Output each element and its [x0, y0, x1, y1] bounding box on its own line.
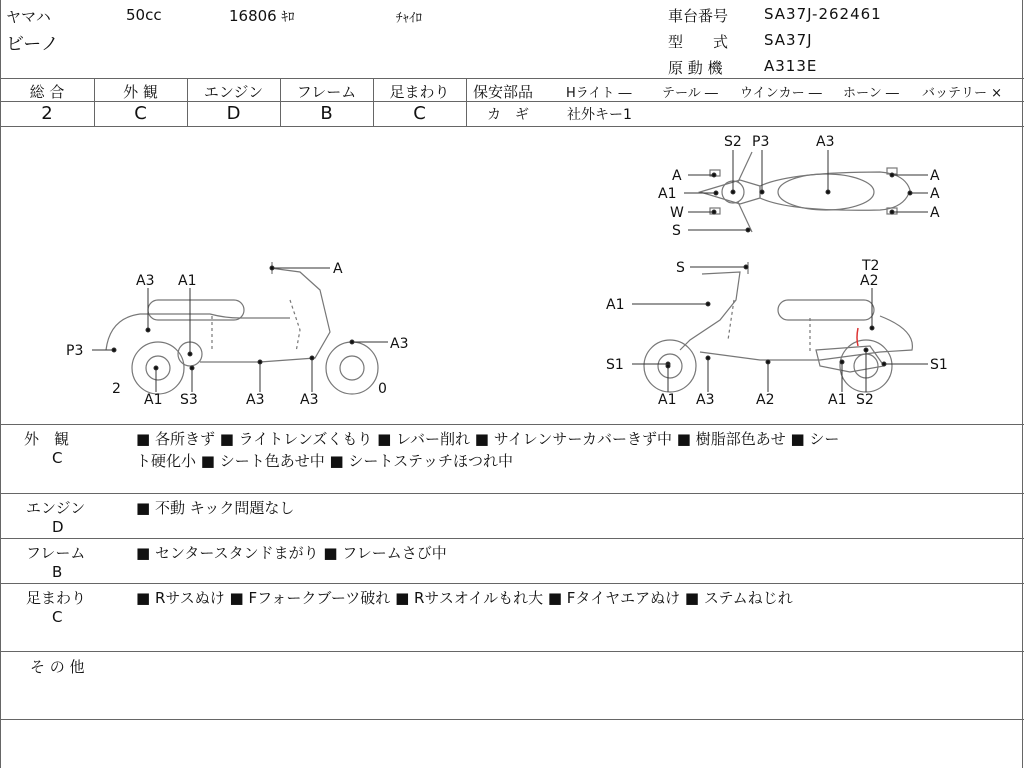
left-cowl-seam: [290, 300, 300, 352]
rule-notes: [0, 651, 1024, 652]
damage-diagram: [0, 127, 1022, 424]
diag-label: A3: [246, 392, 265, 408]
diag-label: A2: [860, 273, 879, 289]
diag-label: A1: [606, 297, 625, 313]
diag-label: T2: [862, 258, 880, 274]
notes-suspension-grade: C: [52, 608, 63, 626]
overall-label: 総 合: [29, 83, 65, 101]
top-mirror-stalk: [738, 202, 752, 232]
safety-winker: ウインカー ―: [740, 86, 822, 101]
right-front-cowl: [680, 272, 740, 350]
right-red-mark: [857, 328, 858, 346]
diag-label: A: [930, 168, 940, 184]
diag-label: A3: [390, 336, 409, 352]
diag-label: A: [333, 261, 343, 277]
rule-notes: [0, 583, 1024, 584]
top-mirror-stalk: [738, 152, 752, 182]
frame-grade: B: [320, 103, 333, 124]
safety-taillight: テール ―: [662, 86, 718, 101]
rule-header: [0, 78, 1024, 79]
notes-suspension-title: 足まわり: [26, 589, 87, 607]
diag-label: 2: [112, 381, 121, 397]
safety-battery: バッテリー ×: [922, 86, 1003, 101]
type-label: 型 式: [668, 33, 729, 51]
right-seat: [778, 300, 874, 320]
notes-other-title: そ の 他: [30, 658, 85, 676]
diag-label: A: [930, 205, 940, 221]
diag-label: A2: [756, 392, 775, 408]
overall-grade: 2: [41, 103, 53, 124]
frame-label: フレーム: [296, 83, 357, 101]
rule-notes: [0, 538, 1024, 539]
mileage: [229, 6, 295, 25]
notes-engine-title: エンジン: [26, 499, 86, 517]
suspension-grade: C: [413, 103, 426, 124]
rule-notes: [0, 719, 1024, 720]
notes-exterior-title: 外 観: [24, 430, 70, 448]
left-front-cowl: [200, 268, 330, 362]
left-front-wheel: [326, 342, 378, 394]
type-value: SA37J: [764, 31, 813, 49]
diag-label: A1: [658, 392, 677, 408]
diag-label: S3: [180, 392, 198, 408]
notes-frame-text: ■ センタースタンドまがり ■ フレームさび中: [136, 544, 447, 562]
grade-divider: [466, 78, 467, 126]
model: ビーノ: [6, 34, 59, 55]
key-label: カ ギ: [487, 107, 529, 123]
diag-label: S1: [606, 357, 624, 373]
mileage-value: 16806: [229, 7, 277, 25]
diag-label: A: [672, 168, 682, 184]
diag-label: S: [672, 223, 681, 239]
chassis-value: SA37J-262461: [764, 5, 882, 23]
notes-engine-text: ■ 不動 キック問題なし: [136, 499, 295, 517]
diag-label: P3: [752, 134, 770, 150]
top-body-shape: [760, 172, 910, 210]
diag-label: A3: [300, 392, 319, 408]
diag-label: A3: [136, 273, 155, 289]
safety-midline: [467, 101, 1024, 102]
notes-suspension-text: ■ Rサスぬけ ■ Fフォークブーツ破れ ■ Rサスオイルもれ大 ■ Fタイヤエアぬけ ■ ステムねじれ: [136, 589, 793, 607]
diag-label: A1: [178, 273, 197, 289]
engine-grade: D: [226, 103, 241, 124]
border-right: [1022, 0, 1023, 768]
diag-label: S2: [856, 392, 874, 408]
diag-label: W: [670, 205, 684, 221]
diag-label: A1: [828, 392, 847, 408]
diag-label: A: [930, 186, 940, 202]
diag-label: A3: [816, 134, 835, 150]
top-handle-shape: [700, 180, 760, 204]
maker: ヤマハ: [6, 8, 51, 26]
key-value: 社外キー1: [567, 107, 632, 123]
right-body-line: [700, 316, 912, 360]
diag-label: S: [676, 260, 685, 276]
diag-label: P3: [66, 343, 84, 359]
diag-label: A1: [658, 186, 677, 202]
diag-label: S1: [930, 357, 948, 373]
diag-label: S2: [724, 134, 742, 150]
rule-notes: [0, 493, 1024, 494]
displacement: 50cc: [126, 6, 162, 24]
safety-headlight: Hライト ―: [566, 86, 632, 101]
diag-label: A3: [696, 392, 715, 408]
notes-frame-grade: B: [52, 563, 63, 581]
notes-exterior-line1: ■ 各所きず ■ ライトレンズくもり ■ レバー削れ ■ サイレンサーカバーきず中 ■ 樹脂部色あせ ■ シー: [136, 430, 840, 448]
exterior-label: 外 観: [123, 83, 158, 101]
rule-diagram: [0, 424, 1024, 425]
notes-frame-title: フレーム: [26, 544, 86, 562]
suspension-label: 足まわり: [389, 83, 450, 101]
safety-label: 保安部品: [473, 83, 534, 101]
engine-label: エンジン: [203, 83, 264, 101]
safety-horn: ホーン ―: [843, 86, 899, 101]
engine-model-value: A313E: [764, 57, 818, 75]
notes-exterior-grade: C: [52, 449, 63, 467]
leader-lines: [92, 150, 928, 392]
chassis-label: 車台番号: [668, 7, 729, 25]
left-front-hub: [340, 356, 364, 380]
color: ﾁｬｲﾛ: [396, 11, 422, 26]
notes-exterior-line2: ト硬化小 ■ シート色あせ中 ■ シートステッチほつれ中: [136, 452, 513, 470]
diag-label: A1: [144, 392, 163, 408]
mileage-unit: ｷﾛ: [281, 10, 295, 25]
exterior-grade: C: [134, 103, 147, 124]
notes-engine-grade: D: [52, 518, 64, 536]
diag-label: 0: [378, 381, 387, 397]
engine-model-label: 原 動 機: [668, 59, 723, 77]
